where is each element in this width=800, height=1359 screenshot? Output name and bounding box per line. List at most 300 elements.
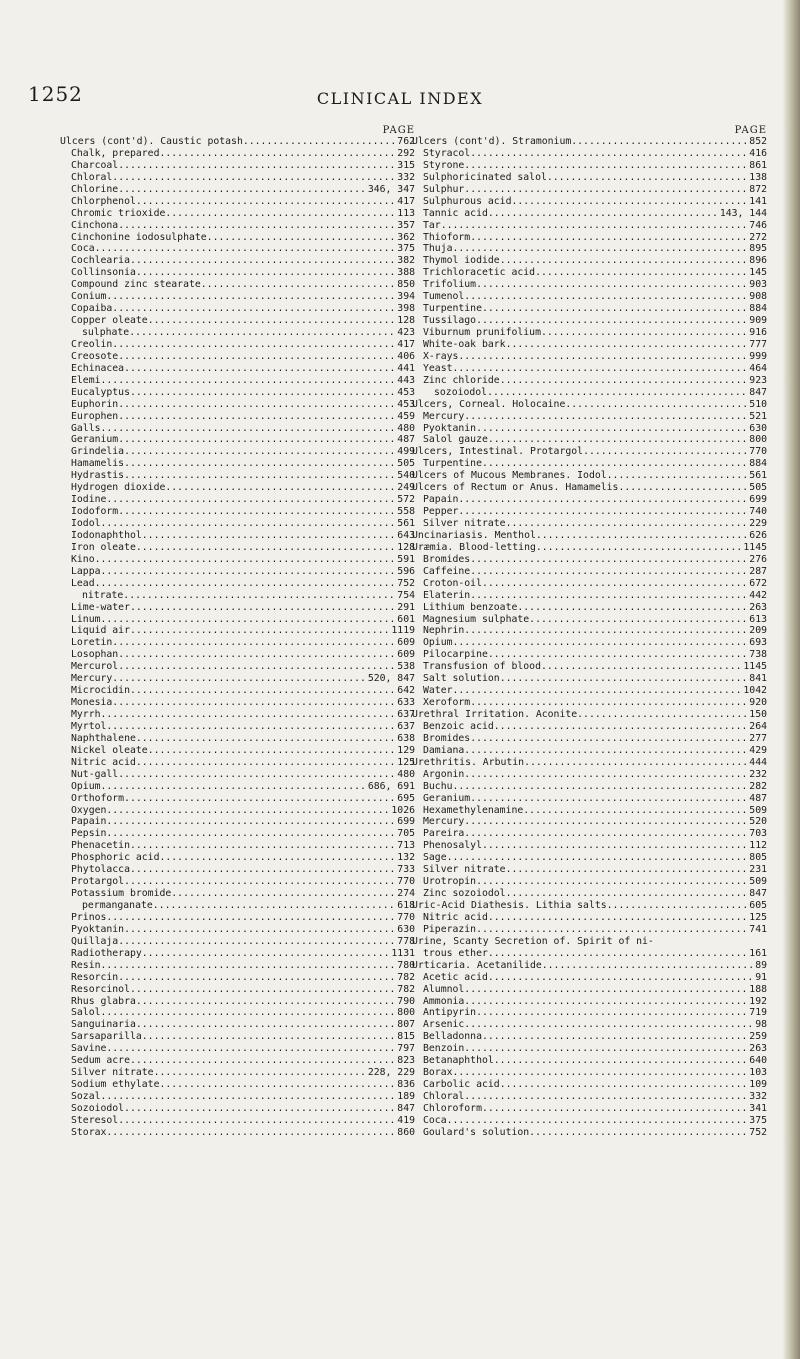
index-term: Chlorine <box>71 183 119 195</box>
dot-leader <box>165 482 395 494</box>
index-term: Sanguinaria <box>71 1019 136 1031</box>
dot-leader <box>112 673 366 685</box>
index-page-ref: 601 <box>397 613 415 625</box>
index-page-ref: 561 <box>749 470 767 482</box>
index-page-ref: 540 <box>397 470 415 482</box>
dot-leader <box>101 423 396 435</box>
index-term: Papain <box>423 494 459 506</box>
dot-leader <box>523 805 747 817</box>
dot-leader <box>159 148 395 160</box>
dot-leader <box>470 148 747 160</box>
index-term: Salol gauze <box>423 434 488 446</box>
dot-leader <box>106 1127 395 1139</box>
index-page-ref: 596 <box>397 565 415 577</box>
index-entry <box>60 912 415 924</box>
index-page-ref: 128 <box>397 315 415 327</box>
index-term: Creolin <box>71 338 113 350</box>
index-entry <box>412 530 767 542</box>
index-term: Sozal <box>71 1091 101 1102</box>
dot-leader <box>482 1031 747 1043</box>
dot-leader <box>101 375 396 387</box>
dot-leader <box>118 972 395 984</box>
index-entry <box>60 243 415 255</box>
dot-leader <box>464 828 747 840</box>
index-entry <box>412 1091 767 1103</box>
index-term: Antipyrin <box>423 1007 477 1019</box>
dot-leader <box>464 1043 747 1055</box>
index-page-ref: 733 <box>397 864 415 876</box>
index-page-ref: 847 <box>749 386 767 398</box>
index-page-ref: 128 <box>397 541 415 553</box>
index-term: Salol <box>71 1007 101 1019</box>
index-term: Uric-Acid Diathesis. Lithia salts <box>412 900 607 911</box>
index-term: Pyoktanin <box>71 923 125 935</box>
index-page-ref: 836 <box>397 1079 415 1091</box>
index-page-ref: 510 <box>749 398 767 410</box>
index-term: Tumenol <box>423 291 465 303</box>
index-entry <box>412 172 767 184</box>
dot-leader <box>536 530 747 542</box>
index-entry <box>60 411 415 423</box>
dot-leader <box>542 960 753 972</box>
dot-leader <box>482 303 747 315</box>
index-entry <box>412 996 767 1008</box>
dot-leader <box>136 996 395 1008</box>
dot-leader <box>118 434 395 446</box>
index-term: Pepper <box>423 506 459 518</box>
index-term: Bromides <box>423 553 471 565</box>
dot-leader <box>482 1103 747 1115</box>
index-page-ref: 264 <box>749 720 767 732</box>
dot-leader <box>458 351 747 363</box>
index-page-ref: 630 <box>397 923 415 935</box>
index-term: Pepsin <box>71 828 107 840</box>
dot-leader <box>130 387 395 399</box>
index-page-ref: 800 <box>397 1007 415 1019</box>
index-page-ref: 618 <box>397 900 415 911</box>
index-term: Transfusion of blood <box>423 661 541 673</box>
index-term: Alumnol <box>423 983 465 995</box>
index-term: Grindelia <box>71 446 125 458</box>
dot-leader <box>118 411 395 423</box>
index-term: Ulcers (cont'd). Caustic potash <box>60 136 243 147</box>
index-entry <box>412 148 767 160</box>
index-page-ref: 686, 691 <box>367 780 415 792</box>
dot-leader <box>577 709 747 721</box>
index-term: Urethritis. Arbutin <box>412 756 525 768</box>
dot-leader <box>148 315 396 327</box>
dot-leader <box>488 912 747 924</box>
index-page-ref: 509 <box>749 876 767 888</box>
index-entry <box>60 745 415 757</box>
index-entry <box>60 458 415 470</box>
index-page-ref: 272 <box>749 231 767 243</box>
index-entry <box>412 757 767 769</box>
dot-leader <box>129 327 395 339</box>
page-column-label: PAGE <box>734 125 767 136</box>
dot-leader <box>124 470 395 482</box>
index-page-ref: 884 <box>749 458 767 470</box>
index-entry <box>412 196 767 208</box>
index-page-ref: 1145 <box>743 661 767 673</box>
index-entry <box>60 936 415 948</box>
index-page-ref: 896 <box>749 255 767 267</box>
index-page-ref: 138 <box>749 171 767 183</box>
index-entry <box>60 805 415 817</box>
dot-leader <box>488 434 747 446</box>
index-page-ref: 790 <box>397 995 415 1007</box>
index-page-ref: 362 <box>397 231 415 243</box>
index-entry <box>412 184 767 196</box>
dot-leader <box>529 614 747 626</box>
index-term: Ammonia <box>423 995 465 1007</box>
index-page-ref: 129 <box>397 744 415 756</box>
dot-leader <box>470 566 747 578</box>
index-term: Hexamethylenamine <box>423 804 524 816</box>
dot-leader <box>148 745 396 757</box>
index-page-ref: 699 <box>397 816 415 828</box>
index-entry <box>60 661 415 673</box>
index-page-ref: 643 <box>397 529 415 541</box>
dot-leader <box>571 136 747 148</box>
index-entry <box>412 542 767 554</box>
index-entry <box>60 267 415 279</box>
dot-leader <box>453 1067 748 1079</box>
index-entry <box>60 291 415 303</box>
dot-leader <box>488 649 747 661</box>
index-page-ref: 453 <box>397 398 415 410</box>
index-entry <box>412 769 767 781</box>
index-entry <box>60 434 415 446</box>
index-page-ref: 780 <box>397 959 415 971</box>
dot-leader <box>482 578 747 590</box>
dot-leader <box>547 172 747 184</box>
index-term: Hydrogen dioxide <box>71 482 166 494</box>
dot-leader <box>136 267 395 279</box>
index-page-ref: 141 <box>749 195 767 207</box>
index-entry <box>412 351 767 363</box>
index-page-ref: 558 <box>397 506 415 518</box>
dot-leader <box>624 482 747 494</box>
index-entry <box>412 805 767 817</box>
index-entry <box>412 697 767 709</box>
dot-leader <box>112 172 395 184</box>
index-page-ref: 132 <box>397 852 415 864</box>
index-term: Chloral <box>71 171 113 183</box>
index-page-ref: 259 <box>749 1031 767 1043</box>
index-entry <box>412 936 767 948</box>
index-term: Prinos <box>71 911 107 923</box>
index-entry <box>412 828 767 840</box>
dot-leader <box>506 518 748 530</box>
index-term: Iron oleate <box>71 541 136 553</box>
index-term: Styracol <box>423 147 471 159</box>
index-page-ref: 909 <box>749 315 767 327</box>
index-term: Belladonna <box>423 1031 482 1043</box>
index-term: Ulcers (cont'd). Stramonium <box>412 136 572 147</box>
index-entry <box>60 1103 415 1115</box>
index-page-ref: 999 <box>749 350 767 362</box>
index-entry <box>60 864 415 876</box>
index-page-ref: 406 <box>397 350 415 362</box>
index-page-ref: 443 <box>397 374 415 386</box>
index-page-ref: 453 <box>397 386 415 398</box>
index-entry <box>60 1115 415 1127</box>
dot-leader <box>470 733 747 745</box>
dot-leader <box>124 1103 395 1115</box>
dot-leader <box>482 840 747 852</box>
index-page-ref: 292 <box>397 147 415 159</box>
index-entry <box>412 709 767 721</box>
index-term: Mercury <box>423 816 465 828</box>
index-page-ref: 703 <box>749 828 767 840</box>
dot-leader <box>464 411 747 423</box>
index-term: Galls <box>71 422 101 434</box>
dot-leader <box>118 1115 395 1127</box>
index-page-ref: 903 <box>749 279 767 291</box>
dot-leader <box>101 960 396 972</box>
index-page-ref: 276 <box>749 553 767 565</box>
dot-leader <box>536 542 742 554</box>
index-page-ref: 521 <box>749 410 767 422</box>
index-term: Chlorphenol <box>71 195 136 207</box>
index-page-ref: 357 <box>397 219 415 231</box>
dot-leader <box>123 590 395 602</box>
index-term: Losophan <box>71 649 119 661</box>
index-page-ref: 417 <box>397 338 415 350</box>
dot-leader <box>154 1067 366 1079</box>
dot-leader <box>470 697 747 709</box>
index-page-ref: 841 <box>749 673 767 685</box>
index-entry <box>412 661 767 673</box>
dot-leader <box>130 602 395 614</box>
index-list <box>412 136 767 1139</box>
index-term: Nitric acid <box>423 911 488 923</box>
index-entry <box>60 1079 415 1091</box>
index-term: Conium <box>71 291 107 303</box>
index-term: Silver nitrate <box>423 518 506 529</box>
index-term: permanganate <box>82 900 153 911</box>
index-entry <box>412 602 767 614</box>
index-page-ref: 740 <box>749 506 767 518</box>
index-entry <box>412 470 767 482</box>
dot-leader <box>130 840 395 852</box>
index-page-ref: 1026 <box>391 804 415 816</box>
index-entry <box>412 948 767 960</box>
index-entry <box>60 852 415 864</box>
index-page-ref: 145 <box>749 267 767 279</box>
index-page-ref: 1042 <box>743 685 767 697</box>
index-page-ref: 741 <box>749 923 767 935</box>
index-term: Uncinariasis. Menthol <box>412 529 536 541</box>
index-page-ref: 852 <box>749 136 767 147</box>
index-page-ref: 797 <box>397 1043 415 1055</box>
index-page-ref: 429 <box>749 744 767 756</box>
dot-leader <box>453 243 748 255</box>
index-term: Cinchona <box>71 219 119 231</box>
index-term: Arsenic <box>423 1019 465 1031</box>
index-page-ref: 895 <box>749 243 767 255</box>
dot-leader <box>500 255 748 267</box>
index-page-ref: 487 <box>397 434 415 446</box>
dot-leader <box>470 554 747 566</box>
index-term: White-oak bark <box>423 338 506 350</box>
index-entry <box>412 566 767 578</box>
index-entry <box>60 1043 415 1055</box>
index-entry <box>412 984 767 996</box>
dot-leader <box>464 1019 753 1031</box>
index-term: Tar <box>423 219 441 231</box>
index-entry <box>60 327 415 339</box>
index-entry <box>412 924 767 936</box>
dot-leader <box>500 375 748 387</box>
index-term: Iodoform <box>71 506 119 518</box>
index-entry <box>60 757 415 769</box>
index-entry <box>60 876 415 888</box>
dot-leader <box>130 625 389 637</box>
index-term: Ulcers of Rectum or Anus. Hamamelis. <box>412 482 625 494</box>
index-page-ref: 282 <box>749 780 767 792</box>
index-entry <box>60 960 415 972</box>
index-page-ref: 823 <box>397 1055 415 1067</box>
index-term: Copper oleate <box>71 315 148 327</box>
index-page-ref: 805 <box>749 852 767 864</box>
dot-leader <box>500 1079 748 1091</box>
index-page-ref: 695 <box>397 792 415 804</box>
index-term: Quillaja <box>71 935 119 947</box>
dot-leader <box>95 243 396 255</box>
dot-leader <box>506 864 748 876</box>
index-term: Sulphur <box>423 183 465 195</box>
index-entry <box>412 1007 767 1019</box>
dot-leader <box>101 614 396 626</box>
index-page-ref: 815 <box>397 1031 415 1043</box>
index-page-ref: 638 <box>397 732 415 744</box>
index-entry <box>60 542 415 554</box>
index-page-ref: 125 <box>397 756 415 768</box>
index-page-ref: 908 <box>749 291 767 303</box>
dot-leader <box>487 387 747 399</box>
index-term: Argonin <box>423 768 465 780</box>
index-entry <box>60 948 415 960</box>
index-entry <box>412 840 767 852</box>
index-column-right <box>412 126 767 1139</box>
index-page-ref: 188 <box>749 983 767 995</box>
index-term: Pyoktanin <box>423 422 477 434</box>
index-term: Elaterin <box>423 589 471 601</box>
index-entry <box>412 279 767 291</box>
index-page-ref: 464 <box>749 362 767 374</box>
index-page-ref: 459 <box>397 410 415 422</box>
index-term: Geranium <box>71 434 119 446</box>
index-term: Phenosalyl <box>423 840 482 852</box>
index-entry <box>412 446 767 458</box>
dot-leader <box>482 458 747 470</box>
index-entry <box>60 1019 415 1031</box>
index-page-ref: 232 <box>749 768 767 780</box>
index-page-ref: 98 <box>755 1019 767 1031</box>
index-term: Borax <box>423 1067 453 1079</box>
index-entry <box>412 972 767 984</box>
index-term: sulphate <box>82 327 130 338</box>
index-term: Thymol iodide <box>423 255 500 267</box>
index-term: Eucalyptus <box>71 386 130 398</box>
index-term: Viburnum prunifolium <box>423 327 541 338</box>
dot-leader <box>476 1007 747 1019</box>
dot-leader <box>529 1127 747 1139</box>
dot-leader <box>106 805 389 817</box>
index-entry <box>60 160 415 172</box>
index-entry <box>412 1031 767 1043</box>
index-page-ref: 705 <box>397 828 415 840</box>
dot-leader <box>130 685 395 697</box>
index-page-ref: 699 <box>749 494 767 506</box>
index-page-ref: 672 <box>749 577 767 589</box>
index-term: Papain <box>71 816 107 828</box>
dot-leader <box>464 625 747 637</box>
index-page-ref: 150 <box>749 709 767 720</box>
index-page-ref: 1145 <box>743 541 767 553</box>
index-term: Microcidin <box>71 685 130 697</box>
dot-leader <box>506 888 748 900</box>
index-entry <box>60 1031 415 1043</box>
index-page-ref: 693 <box>749 637 767 649</box>
index-entry <box>60 673 415 685</box>
index-entry <box>60 984 415 996</box>
index-page-ref: 637 <box>397 720 415 732</box>
index-entry <box>412 506 767 518</box>
index-term: Echinacea <box>71 362 125 374</box>
index-list <box>60 136 415 1139</box>
index-entry <box>412 1127 767 1139</box>
index-term: Cinchonine iodosulphate <box>71 231 207 243</box>
index-term: Tussilago <box>423 315 477 327</box>
dot-leader <box>153 900 396 912</box>
index-term: Styrone <box>423 159 465 171</box>
index-page-ref: 394 <box>397 291 415 303</box>
index-entry <box>412 578 767 590</box>
index-page-ref: 274 <box>397 888 415 900</box>
index-entry <box>412 482 767 494</box>
index-entry <box>412 208 767 220</box>
index-term: Trichloracetic acid <box>423 267 536 279</box>
index-entry <box>60 339 415 351</box>
index-term: Compound zinc stearate <box>71 279 201 291</box>
index-entry <box>60 697 415 709</box>
index-page-ref: 782 <box>397 983 415 995</box>
index-entry <box>60 828 415 840</box>
dot-leader <box>464 745 747 757</box>
index-entry <box>412 136 767 148</box>
dot-leader <box>118 184 366 196</box>
index-page-ref: 231 <box>749 864 767 876</box>
index-page-ref: 609 <box>397 637 415 649</box>
index-entry <box>60 996 415 1008</box>
index-term: Mercury <box>71 673 113 685</box>
index-entry <box>60 399 415 411</box>
index-term: Coca <box>71 243 95 255</box>
dot-leader <box>136 1019 395 1031</box>
index-term: Croton-oil <box>423 577 482 589</box>
index-page-ref: 613 <box>749 613 767 625</box>
index-page-ref: 263 <box>749 601 767 613</box>
index-term: Sage <box>423 852 447 864</box>
index-entry <box>60 721 415 733</box>
index-term: Caffeine <box>423 565 471 577</box>
dot-leader <box>159 1079 395 1091</box>
index-page-ref: 591 <box>397 553 415 565</box>
index-term: Water <box>423 685 453 697</box>
